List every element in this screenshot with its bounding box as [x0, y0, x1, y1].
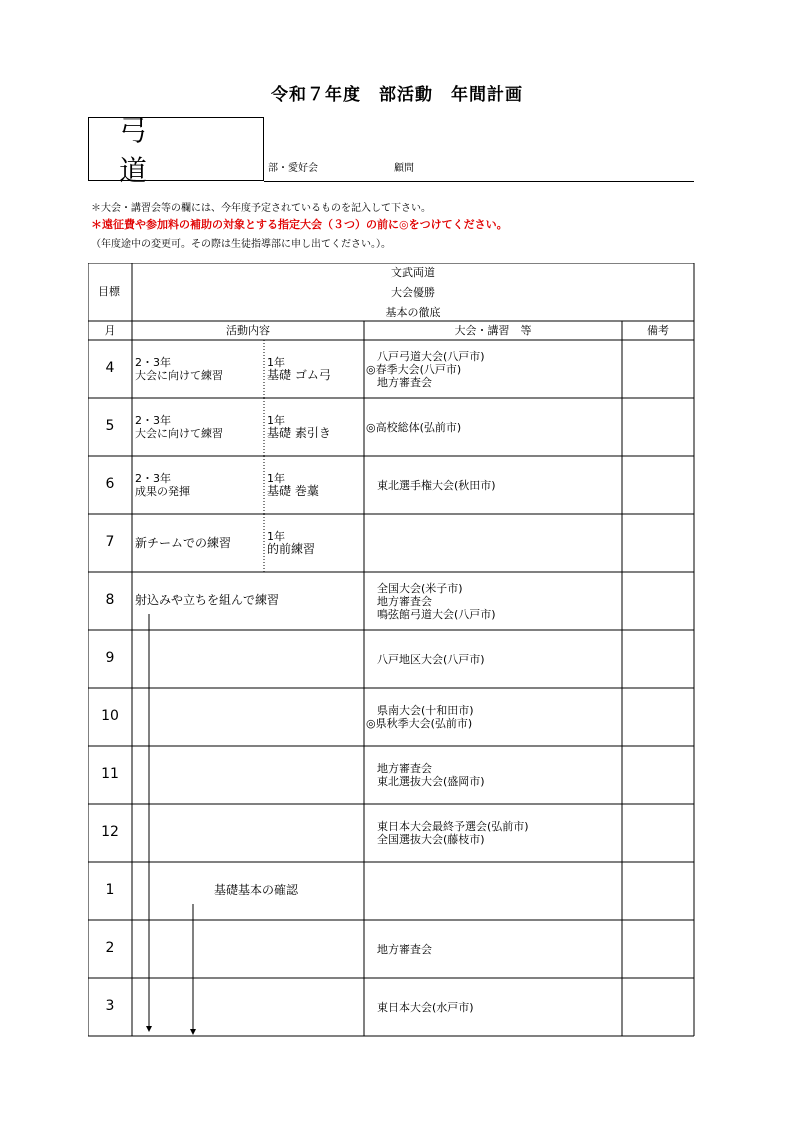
event-text: 地方審査会: [366, 942, 432, 956]
activity-text-first-year: 的前練習: [267, 542, 316, 556]
activity-text: 大会に向けて練習: [135, 427, 223, 440]
month-cell: 9: [105, 650, 115, 666]
event-text: 地方審査会: [366, 762, 432, 775]
continuation-arrow-2-head: [190, 1029, 196, 1035]
club-suffix-label: 部・愛好会: [268, 163, 318, 174]
activity-text: 2・3年: [135, 472, 171, 485]
event-text: ◎県秋季大会(弘前市): [366, 717, 473, 730]
note-line-2: ＊遠征費や参加料の補助の対象とする指定大会（３つ）の前に◎をつけてください。: [91, 218, 508, 231]
club-underline: [264, 181, 694, 182]
month-cell: 1: [105, 882, 115, 898]
event-text: 東北選手権大会(秋田市): [366, 478, 496, 492]
activity-text: 射込みや立ちを組んで練習: [135, 593, 280, 607]
event-text: 全国大会(米子市): [366, 581, 463, 595]
activity-text: 2・3年: [135, 356, 171, 369]
event-text: 県南大会(十和田市): [366, 704, 474, 717]
activity-text: 成果の発揮: [135, 485, 190, 498]
goal-line: 大会優勝: [391, 286, 435, 299]
activity-text-first-year: 基礎 巻藁: [267, 484, 319, 498]
note-line-3: （年度途中の変更可。その際は生徒指導部に申し出てください。）。: [91, 239, 391, 250]
event-text: 八戸地区大会(八戸市): [366, 652, 485, 666]
activity-text: 新チームでの練習: [135, 535, 232, 550]
note-line-1: ＊大会・講習会等の欄には、今年度予定されているものを記入して下さい。: [91, 203, 431, 214]
activity-text-first-year: 1年: [267, 530, 285, 543]
event-text: 地方審査会: [366, 375, 432, 389]
event-text: 東北選抜大会(盛岡市): [366, 775, 485, 788]
activity-text-first-year: 基礎 ゴム弓: [267, 368, 331, 382]
continuation-arrow-1-head: [146, 1026, 152, 1032]
header-remarks: 備考: [647, 324, 669, 337]
activity-text: 2・3年: [135, 414, 171, 427]
goal-label: 目標: [98, 285, 120, 298]
advisor-label: 顧問: [394, 163, 414, 174]
activity-text: 大会に向けて練習: [135, 369, 223, 382]
month-cell: 4: [105, 360, 115, 376]
event-text: 地方審査会: [366, 594, 432, 608]
event-text: 東日本大会最終予選会(弘前市): [366, 820, 529, 833]
event-text: 東日本大会(水戸市): [366, 1000, 474, 1014]
month-cell: 5: [105, 418, 115, 434]
activity-text-first-year: 1年: [267, 472, 285, 485]
header-events: 大会・講習 等: [454, 324, 532, 337]
page-title: 令和７年度 部活動 年間計画: [271, 85, 523, 105]
month-cell: 12: [101, 824, 119, 840]
month-cell: 10: [101, 708, 119, 724]
activity-text-first-year: 1年: [267, 356, 285, 369]
header-month: 月: [104, 324, 116, 337]
goal-line: 基本の徹底: [385, 306, 441, 319]
event-text: ◎春季大会(八戸市): [366, 362, 462, 376]
event-text: 全国選抜大会(藤枝市): [366, 833, 485, 846]
month-cell: 3: [105, 998, 115, 1014]
header-activity: 活動内容: [226, 324, 270, 337]
goal-line: 文武両道: [391, 266, 435, 279]
activity-text: 基礎基本の確認: [214, 883, 299, 897]
event-text: ◎高校総体(弘前市): [366, 420, 462, 434]
activity-text-first-year: 1年: [267, 414, 285, 427]
month-cell: 6: [105, 476, 115, 492]
event-text: 八戸弓道大会(八戸市): [366, 349, 485, 363]
month-cell: 8: [105, 592, 115, 608]
month-cell: 11: [101, 766, 119, 782]
month-cell: 2: [105, 940, 115, 956]
event-text: 鳴弦館弓道大会(八戸市): [366, 607, 496, 621]
club-name-box: 弓 道: [88, 117, 264, 181]
activity-text-first-year: 基礎 素引き: [267, 426, 331, 440]
month-cell: 7: [105, 534, 115, 550]
